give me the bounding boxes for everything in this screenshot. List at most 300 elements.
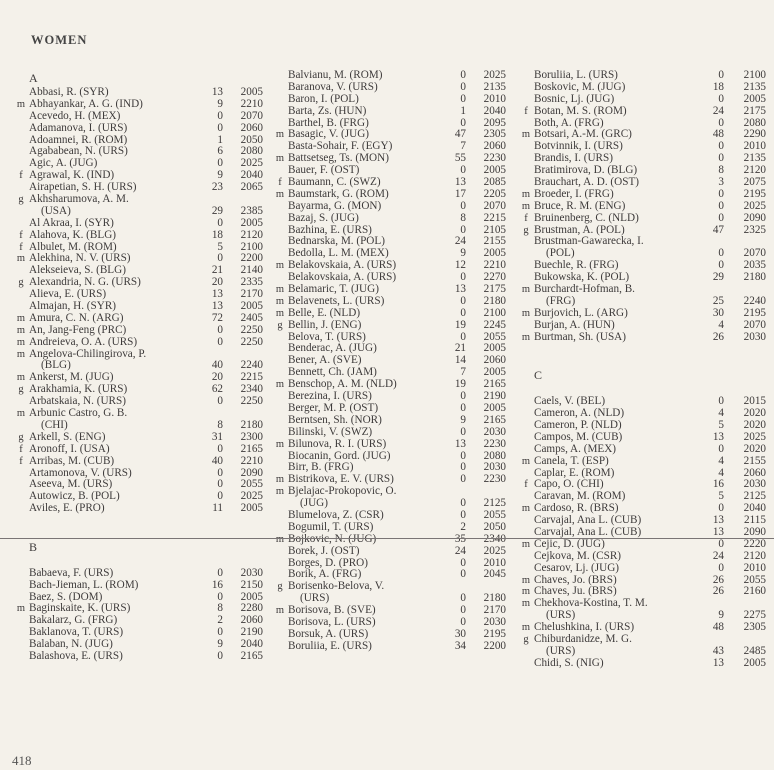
games-count: 62 [211, 383, 223, 396]
player-row [518, 468, 770, 480]
title-marker: f [19, 241, 23, 253]
rating-value: 2050 [483, 520, 506, 533]
player-name: Burchardt-Hofman, B. [534, 284, 635, 296]
games-count: 72 [211, 311, 223, 324]
rating-value: 2245 [483, 318, 506, 331]
rating-value: 2025 [483, 544, 506, 557]
player-row [518, 82, 770, 94]
games-count: 16 [712, 478, 724, 491]
player-row [518, 598, 770, 610]
player-name: Alahova, K. (BLG) [29, 229, 116, 241]
rating-value: 2075 [743, 176, 766, 189]
title-marker: m [275, 260, 285, 272]
player-row [518, 296, 770, 308]
title-marker: m [16, 324, 26, 336]
player-row [272, 522, 508, 534]
rating-value: 2080 [240, 145, 263, 158]
player-name: (BLG) [41, 360, 71, 372]
player-row [272, 593, 508, 605]
rating-value: 2195 [483, 627, 506, 640]
games-count: 0 [718, 116, 724, 129]
title-marker: m [521, 188, 531, 200]
player-row [13, 503, 265, 515]
games-count: 12 [454, 259, 466, 272]
games-count: 0 [460, 199, 466, 212]
games-count: 5 [718, 418, 724, 431]
player-row [13, 456, 265, 468]
games-count: 48 [712, 621, 724, 634]
rating-value: 2090 [743, 211, 766, 224]
rating-value: 2180 [240, 418, 263, 431]
title-marker: g [277, 581, 283, 593]
player-name: Bilinski, V. (SWZ) [288, 426, 373, 438]
player-row [272, 296, 508, 308]
games-count: 2 [460, 520, 466, 533]
player-name: Cardoso, R. (BRS) [534, 503, 619, 515]
player-row [13, 313, 265, 325]
games-count: 1 [460, 104, 466, 117]
games-count: 0 [460, 449, 466, 462]
rating-value: 2035 [743, 259, 766, 272]
games-count: 0 [460, 425, 466, 438]
player-row [518, 622, 770, 634]
title-marker: m [521, 129, 531, 141]
player-row [272, 391, 508, 403]
title-marker: f [19, 443, 23, 455]
title-marker: g [523, 224, 529, 236]
title-marker: f [19, 170, 23, 182]
rating-value: 2060 [240, 614, 263, 627]
player-name: Bakalarz, G. (FRG) [29, 615, 118, 627]
page-number: 418 [12, 753, 32, 768]
rating-value: 2030 [483, 461, 506, 474]
player-name: Babaeva, F. (URS) [29, 567, 114, 579]
player-row [13, 146, 265, 158]
player-name: Borek, J. (OST) [288, 545, 360, 557]
title-marker: g [18, 431, 24, 443]
games-count: 13 [712, 525, 724, 538]
player-row [272, 94, 508, 106]
games-count: 0 [460, 294, 466, 307]
rating-value: 2025 [743, 199, 766, 212]
games-count: 18 [211, 228, 223, 241]
rating-value: 2025 [240, 490, 263, 503]
player-name: Belakovskaia, A. (URS) [288, 260, 397, 272]
player-name: Buechle, R. (FRG) [534, 260, 619, 272]
rating-value: 2180 [743, 271, 766, 284]
player-row [518, 432, 770, 444]
games-count: 25 [712, 294, 724, 307]
games-count: 0 [718, 199, 724, 212]
games-count: 40 [211, 359, 223, 372]
player-name: Brustman, A. (POL) [534, 224, 625, 236]
player-name: Alekhina, N. V. (URS) [29, 253, 131, 265]
player-row [518, 503, 770, 515]
games-count: 35 [454, 532, 466, 545]
rating-value: 2010 [483, 556, 506, 569]
rating-value: 2090 [743, 525, 766, 538]
player-name: Arakhamia, K. (URS) [29, 384, 128, 396]
games-count: 0 [217, 566, 223, 579]
games-count: 0 [217, 109, 223, 122]
rating-value: 2125 [743, 490, 766, 503]
player-row [272, 403, 508, 415]
spacer [518, 343, 770, 355]
rating-value: 2305 [483, 128, 506, 141]
player-name: An, Jang-Feng (PRC) [29, 324, 127, 336]
player-name: (URS) [546, 645, 576, 657]
rating-value: 2065 [240, 181, 263, 194]
rating-value: 2195 [743, 306, 766, 319]
player-row [518, 129, 770, 141]
spacer [518, 355, 770, 367]
player-name: Agababean, N. (URS) [29, 146, 128, 158]
player-row [518, 118, 770, 130]
player-row [13, 123, 265, 135]
player-row [518, 551, 770, 563]
player-name: Bratimirova, D. (BLG) [534, 165, 638, 177]
player-name: Agic, A. (JUG) [29, 158, 98, 170]
player-name: Abhayankar, A. G. (IND) [29, 98, 143, 110]
rating-value: 2215 [240, 371, 263, 384]
player-row [13, 615, 265, 627]
rating-value: 2195 [743, 187, 766, 200]
games-count: 0 [217, 395, 223, 408]
games-count: 0 [460, 306, 466, 319]
player-name: Autowicz, B. (POL) [29, 491, 120, 503]
rating-value: 2155 [743, 454, 766, 467]
player-row [272, 189, 508, 201]
games-count: 18 [712, 80, 724, 93]
games-count: 0 [460, 390, 466, 403]
games-count: 26 [712, 330, 724, 343]
games-count: 48 [712, 128, 724, 141]
player-name: Bauer, F. (OST) [288, 165, 360, 177]
player-name: Benschop, A. M. (NLD) [288, 379, 397, 391]
games-count: 8 [718, 164, 724, 177]
games-count: 13 [211, 288, 223, 301]
player-name: Borisenko-Belova, V. [288, 581, 385, 593]
player-name: Cesarov, Lj. (JUG) [534, 562, 620, 574]
player-name: Capo, O. (CHI) [534, 479, 604, 491]
rating-value: 2020 [743, 407, 766, 420]
rating-value: 2030 [240, 566, 263, 579]
title-marker: f [524, 105, 528, 117]
player-name: Bogumil, T. (URS) [288, 521, 374, 533]
player-name: Arbatskaia, N. (URS) [29, 396, 126, 408]
player-row [272, 70, 508, 82]
games-count: 1 [217, 133, 223, 146]
games-count: 0 [217, 442, 223, 455]
player-name: Bazaj, S. (JUG) [288, 212, 359, 224]
player-row [518, 236, 770, 248]
rating-value: 2060 [240, 121, 263, 134]
games-count: 47 [712, 223, 724, 236]
player-row [272, 427, 508, 439]
player-row [13, 301, 265, 313]
rating-value: 2120 [240, 228, 263, 241]
player-row [13, 194, 265, 206]
games-count: 0 [718, 187, 724, 200]
games-count: 9 [460, 247, 466, 260]
games-count: 20 [211, 371, 223, 384]
games-count: 23 [211, 181, 223, 194]
player-row [13, 627, 265, 639]
player-row [518, 396, 770, 408]
title-marker: m [275, 438, 285, 450]
player-row [272, 581, 508, 593]
games-count: 3 [718, 176, 724, 189]
player-name: Basagic, V. (JUG) [288, 129, 369, 141]
rating-value: 2135 [483, 80, 506, 93]
games-count: 0 [718, 442, 724, 455]
games-count: 11 [212, 502, 223, 515]
player-row [518, 201, 770, 213]
player-row [272, 82, 508, 94]
player-name: Bojkovic, N. (JUG) [288, 533, 377, 545]
rating-value: 2020 [743, 418, 766, 431]
player-name: Bistrikova, E. V. (URS) [288, 474, 394, 486]
player-name: Bellin, J. (ENG) [288, 319, 362, 331]
games-count: 0 [217, 323, 223, 336]
player-name: Battsetseg, Ts. (MON) [288, 153, 389, 165]
rating-value: 2005 [240, 300, 263, 313]
rating-value: 2210 [240, 454, 263, 467]
games-count: 13 [211, 86, 223, 98]
player-name: Biocanin, Gord. (JUG) [288, 450, 391, 462]
games-count: 4 [718, 407, 724, 420]
player-row [518, 284, 770, 296]
player-name: Cejic, D. (JUG) [534, 538, 605, 550]
player-row [13, 468, 265, 480]
player-row [13, 135, 265, 147]
player-row [518, 272, 770, 284]
player-name: Cameron, A. (NLD) [534, 408, 625, 420]
games-count: 4 [718, 466, 724, 479]
rating-value: 2030 [743, 330, 766, 343]
player-name: Cameron, P. (NLD) [534, 419, 622, 431]
title-marker: m [16, 253, 26, 265]
rating-value: 2095 [483, 116, 506, 129]
rating-value: 2080 [483, 449, 506, 462]
rating-value: 2010 [483, 92, 506, 105]
games-count: 34 [454, 639, 466, 652]
rating-value: 2325 [743, 223, 766, 236]
games-count: 0 [460, 615, 466, 628]
rating-value: 2055 [483, 330, 506, 343]
title-marker: m [275, 379, 285, 391]
player-row [272, 474, 508, 486]
player-row [13, 111, 265, 123]
player-name: Abbasi, R. (SYR) [29, 87, 109, 98]
title-marker: m [521, 503, 531, 515]
player-name: Blumelova, Z. (CSR) [288, 509, 384, 521]
player-row [518, 177, 770, 189]
games-count: 24 [454, 235, 466, 248]
player-row [272, 641, 508, 653]
player-row [518, 575, 770, 587]
player-name: Bukowska, K. (POL) [534, 272, 630, 284]
player-name: Brustman-Gawarecka, I. [534, 236, 644, 248]
player-name: Adoamnei, R. (ROM) [29, 134, 128, 146]
player-name: Bedolla, L. M. (MEX) [288, 248, 389, 260]
player-name: Borisova, L. (URS) [288, 616, 376, 628]
games-count: 0 [718, 92, 724, 105]
player-name: Carvajal, Ana L. (CUB) [534, 526, 642, 538]
player-row [13, 206, 265, 218]
rating-value: 2055 [483, 508, 506, 521]
player-row [13, 87, 265, 99]
rating-value: 2240 [743, 294, 766, 307]
player-name: Aseeva, M. (URS) [29, 479, 113, 491]
player-name: Adamanova, I. (URS) [29, 122, 128, 134]
player-row [272, 284, 508, 296]
rating-value: 2005 [240, 590, 263, 603]
games-count: 43 [712, 644, 724, 657]
player-name: Bosnic, Lj. (JUG) [534, 93, 615, 105]
section-letter: A [29, 71, 38, 85]
player-name: Brauchart, A. D. (OST) [534, 177, 640, 189]
rating-value: 2275 [743, 609, 766, 622]
rating-value: 2005 [240, 502, 263, 515]
title-marker: m [275, 486, 285, 498]
player-row [518, 420, 770, 432]
rating-value: 2290 [743, 128, 766, 141]
player-row [518, 646, 770, 658]
column-1 [13, 70, 265, 663]
player-name: Bilunova, R. I. (URS) [288, 438, 387, 450]
player-name: Airapetian, S. H. (URS) [29, 182, 137, 194]
player-name: Ankerst, M. (JUG) [29, 372, 114, 384]
games-count: 21 [211, 264, 223, 277]
player-row [272, 451, 508, 463]
title-marker: m [521, 307, 531, 319]
rating-value: 2070 [743, 318, 766, 331]
player-name: Barta, Zs. (HUN) [288, 105, 367, 117]
rating-value: 2270 [483, 271, 506, 284]
player-name: Chaves, Ju. (BRS) [534, 586, 617, 598]
games-count: 26 [712, 573, 724, 586]
games-count: 0 [460, 461, 466, 474]
player-name: Bruinenberg, C. (NLD) [534, 212, 639, 224]
games-count: 0 [460, 508, 466, 521]
games-count: 0 [460, 330, 466, 343]
player-name: Balaban, N. (JUG) [29, 639, 113, 651]
games-count: 5 [217, 240, 223, 253]
player-name: Bener, A. (SVE) [288, 355, 362, 367]
player-row [13, 603, 265, 615]
player-row [518, 213, 770, 225]
player-row [13, 253, 265, 265]
player-row [518, 408, 770, 420]
title-marker: m [275, 533, 285, 545]
title-marker: m [16, 348, 26, 360]
player-name: (FRG) [546, 295, 576, 307]
player-name: Bach-Jieman, L. (ROM) [29, 579, 139, 591]
player-row [518, 491, 770, 503]
player-row [518, 444, 770, 456]
player-name: (CHI) [41, 419, 68, 431]
rating-value: 2005 [743, 656, 766, 669]
rating-value: 2060 [743, 466, 766, 479]
title-marker: m [521, 622, 531, 634]
player-name: (URS) [300, 593, 330, 605]
player-row [518, 308, 770, 320]
player-name: Berger, M. P. (OST) [288, 402, 379, 414]
player-row [272, 272, 508, 284]
rating-value: 2005 [483, 164, 506, 177]
player-row [13, 568, 265, 580]
player-row [518, 189, 770, 201]
rating-value: 2165 [483, 378, 506, 391]
title-marker: m [521, 284, 531, 296]
spacer [13, 556, 265, 568]
rating-value: 2115 [744, 514, 766, 527]
player-row [13, 99, 265, 111]
player-name: Berntsen, Sh. (NOR) [288, 414, 382, 426]
player-name: Bazhina, E. (URS) [288, 224, 372, 236]
games-count: 0 [460, 473, 466, 486]
rating-value: 2190 [240, 626, 263, 639]
rating-value: 2135 [743, 152, 766, 165]
title-marker: m [521, 200, 531, 212]
player-name: Broeder, I. (FRG) [534, 188, 614, 200]
games-count: 13 [712, 514, 724, 527]
rating-value: 2005 [483, 342, 506, 355]
rating-value: 2120 [743, 164, 766, 177]
player-row [272, 546, 508, 558]
rating-value: 2385 [240, 204, 263, 217]
rating-value: 2020 [743, 442, 766, 455]
player-name: Boruliia, L. (URS) [534, 70, 618, 81]
rating-value: 2335 [240, 276, 263, 289]
player-name: Carvajal, Ana L. (CUB) [534, 515, 642, 527]
games-count: 16 [211, 578, 223, 591]
player-name: (URS) [546, 610, 576, 622]
rating-value: 2025 [483, 69, 506, 81]
title-marker: m [275, 129, 285, 141]
rating-value: 2030 [483, 425, 506, 438]
rating-value: 2215 [483, 211, 506, 224]
player-row [13, 349, 265, 361]
player-name: Almajan, H. (SYR) [29, 301, 117, 313]
rating-value: 2120 [743, 549, 766, 562]
rating-value: 2085 [483, 176, 506, 189]
rating-value: 2040 [240, 638, 263, 651]
rating-value: 2300 [240, 430, 263, 443]
player-row [272, 332, 508, 344]
games-count: 0 [460, 271, 466, 284]
player-name: Basta-Sohair, F. (EGY) [288, 141, 393, 153]
player-name: Akhsharumova, A. M. [29, 194, 129, 206]
player-row [13, 444, 265, 456]
player-name: Canela, T. (ESP) [534, 455, 609, 467]
rating-value: 2010 [743, 561, 766, 574]
player-name: Belle, E. (NLD) [288, 307, 361, 319]
player-row [272, 569, 508, 581]
games-count: 13 [712, 430, 724, 443]
games-count: 0 [460, 604, 466, 617]
games-count: 40 [211, 454, 223, 467]
games-count: 55 [454, 152, 466, 165]
player-row [272, 498, 508, 510]
title-marker: m [521, 538, 531, 550]
title-marker: m [275, 284, 285, 296]
title-marker: f [524, 212, 528, 224]
games-count: 13 [211, 300, 223, 313]
title-marker: m [16, 372, 26, 384]
player-row [518, 153, 770, 165]
